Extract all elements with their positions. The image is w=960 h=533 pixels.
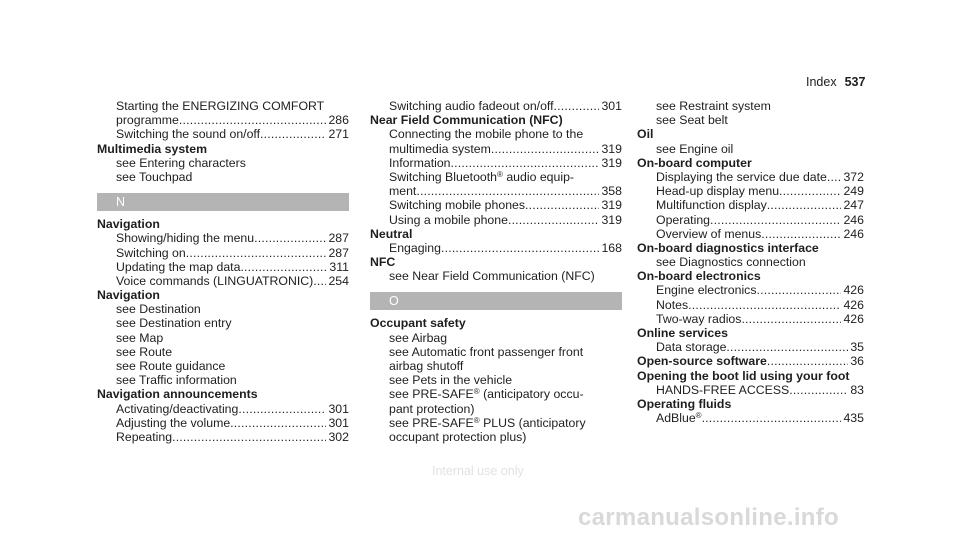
index-entry[interactable] xyxy=(637,340,864,354)
leader-dots xyxy=(702,411,842,425)
leader-dots xyxy=(756,283,841,297)
entry-text: Data storage xyxy=(656,340,727,355)
page-ref[interactable]: 246 xyxy=(843,226,864,241)
entry-text: Activating/deactivating xyxy=(116,401,239,416)
cross-reference[interactable] xyxy=(637,99,864,113)
index-heading xyxy=(97,387,349,401)
entry-text: Notes xyxy=(656,297,689,312)
cross-reference[interactable] xyxy=(370,269,622,283)
index-entry xyxy=(370,127,622,141)
leader-dots xyxy=(313,274,326,288)
leader-dots xyxy=(508,213,600,227)
page-ref[interactable]: 302 xyxy=(328,429,349,444)
page-ref[interactable]: 319 xyxy=(601,141,622,156)
cross-reference[interactable] xyxy=(97,373,349,387)
entry-text: see Diagnostics connection xyxy=(656,255,806,270)
cross-reference[interactable] xyxy=(97,359,349,373)
cross-reference[interactable] xyxy=(97,302,349,316)
entry-text: see Near Field Communication (NFC) xyxy=(389,269,595,284)
index-label: Index xyxy=(806,75,837,89)
index-entry[interactable] xyxy=(637,170,864,184)
entry-text: see Destination entry xyxy=(116,316,232,331)
entry-text: airbag shutoff xyxy=(389,359,464,373)
heading-text: Near Field Communication (NFC) xyxy=(370,113,563,128)
leader-dots xyxy=(789,383,848,397)
entry-text: see Destination xyxy=(116,302,201,317)
page-ref[interactable]: 426 xyxy=(843,297,864,312)
entry-text: Engine electronics xyxy=(656,283,757,298)
page-ref[interactable]: 249 xyxy=(843,184,864,199)
page-ref[interactable]: 168 xyxy=(601,240,622,255)
heading-text: Navigation xyxy=(97,288,160,303)
entry-text: Using a mobile phone xyxy=(389,212,508,227)
entry-text: see PRE-SAFE® (anticipatory occu- xyxy=(389,387,584,402)
leader-dots xyxy=(741,312,841,326)
leader-dots xyxy=(451,156,600,170)
entry-text: see Entering characters xyxy=(116,155,246,170)
heading-text: Navigation announcements xyxy=(97,387,258,402)
leader-dots xyxy=(254,231,326,245)
index-entry xyxy=(370,170,622,184)
cross-reference[interactable] xyxy=(370,387,622,401)
registered-mark: ® xyxy=(695,411,702,421)
entry-text: Starting the ENERGIZING COMFORT xyxy=(116,99,325,113)
entry-text: Connecting the mobile phone to the xyxy=(389,127,584,142)
heading-text: On-board diagnostics interface xyxy=(637,240,819,255)
index-entry[interactable] xyxy=(370,213,622,227)
entry-text: see Route guidance xyxy=(116,359,226,373)
index-entry[interactable] xyxy=(637,227,864,241)
index-entry[interactable] xyxy=(637,213,864,227)
cross-reference[interactable] xyxy=(637,113,864,127)
registered-mark: ® xyxy=(497,169,503,179)
page-ref[interactable]: 246 xyxy=(843,212,864,227)
page-ref[interactable]: 286 xyxy=(328,113,349,128)
index-column-2 xyxy=(370,99,622,444)
index-heading xyxy=(97,217,349,231)
index-column-1 xyxy=(97,99,349,444)
leader-dots xyxy=(779,184,841,198)
cross-reference[interactable] xyxy=(637,255,864,269)
index-entry[interactable] xyxy=(97,113,349,127)
leader-dots xyxy=(767,354,848,368)
page-ref[interactable]: 247 xyxy=(843,198,864,213)
index-heading xyxy=(370,255,622,269)
entry-text: see Automatic front passenger front xyxy=(389,344,584,359)
index-heading xyxy=(637,369,864,383)
registered-mark: ® xyxy=(473,387,480,397)
cross-reference xyxy=(370,359,622,373)
section-letter-o: O xyxy=(370,292,622,310)
entry-text: see Restraint system xyxy=(656,99,771,113)
internal-use-mark: Internal use only xyxy=(432,464,524,478)
index-entry[interactable] xyxy=(637,411,864,425)
index-entry xyxy=(97,99,349,113)
page-ref[interactable]: 319 xyxy=(601,212,622,227)
heading-text: On-board computer xyxy=(637,155,752,170)
leader-dots xyxy=(230,416,326,430)
entry-text: Switching the sound on/off xyxy=(116,127,261,142)
page-ref[interactable]: 271 xyxy=(328,127,349,142)
leader-dots xyxy=(240,260,327,274)
page-ref[interactable]: 301 xyxy=(328,415,349,430)
index-entry[interactable] xyxy=(97,260,349,274)
index-heading[interactable] xyxy=(637,354,864,368)
entry-text: ment xyxy=(389,184,417,199)
leader-dots xyxy=(767,198,842,212)
index-entry[interactable] xyxy=(97,430,349,444)
entry-text: programme xyxy=(116,113,179,128)
index-entry[interactable] xyxy=(97,246,349,260)
leader-dots xyxy=(441,241,600,255)
entry-text: AdBlue® xyxy=(656,411,702,426)
index-entry[interactable] xyxy=(637,383,864,397)
page-ref[interactable]: 301 xyxy=(328,401,349,416)
entry-text: Information xyxy=(389,155,451,170)
entry-text: Updating the map data xyxy=(116,259,241,274)
heading-text: Online services xyxy=(637,326,728,340)
registered-mark: ® xyxy=(473,415,480,425)
entry-text: multimedia system xyxy=(389,141,491,156)
index-heading xyxy=(97,288,349,302)
index-entry[interactable] xyxy=(97,416,349,430)
entry-text: Two-way radios xyxy=(656,311,742,326)
page-ref[interactable]: 36 xyxy=(850,354,864,369)
leader-dots xyxy=(827,170,842,184)
index-entry[interactable] xyxy=(370,184,622,198)
page-header xyxy=(806,75,865,89)
cross-reference xyxy=(370,430,622,444)
cross-reference xyxy=(370,402,622,416)
index-entry[interactable] xyxy=(370,142,622,156)
leader-dots xyxy=(179,113,327,127)
leader-dots xyxy=(260,127,326,141)
heading-text: Open-source software xyxy=(637,354,767,369)
index-entry[interactable] xyxy=(97,127,349,141)
heading-text: Occupant safety xyxy=(370,316,466,331)
index-heading xyxy=(370,316,622,330)
heading-text: On-board electronics xyxy=(637,269,761,284)
page-ref[interactable]: 287 xyxy=(328,231,349,246)
heading-text: NFC xyxy=(370,255,396,270)
heading-text: Neutral xyxy=(370,226,413,241)
entry-text: see Touchpad xyxy=(116,169,193,184)
entry-text: pant protection) xyxy=(389,401,475,416)
page-ref[interactable]: 319 xyxy=(601,155,622,170)
entry-text: see Engine oil xyxy=(656,141,734,156)
entry-text: see Pets in the vehicle xyxy=(389,373,513,388)
page-ref[interactable]: 83 xyxy=(850,382,864,397)
heading-text: Operating fluids xyxy=(637,396,732,411)
leader-dots xyxy=(688,298,841,312)
section-letter-n: N xyxy=(97,193,349,211)
cross-reference[interactable] xyxy=(370,331,622,345)
heading-text: Multimedia system xyxy=(97,141,208,156)
cross-reference[interactable] xyxy=(97,170,349,184)
leader-dots xyxy=(416,184,599,198)
leader-dots xyxy=(710,213,841,227)
cross-reference[interactable] xyxy=(370,373,622,387)
leader-dots xyxy=(525,198,599,212)
cross-reference[interactable] xyxy=(370,416,622,430)
watermark: carmanualsonline.info xyxy=(578,504,840,531)
entry-text: occupant protection plus) xyxy=(389,429,527,444)
entry-text: Displaying the service due date xyxy=(656,169,827,184)
entry-text: Switching on xyxy=(116,245,186,260)
heading-text: Opening the boot lid using your foot xyxy=(637,368,850,383)
page-ref[interactable]: 35 xyxy=(850,340,864,355)
page-ref[interactable]: 319 xyxy=(601,198,622,213)
entry-text: Switching audio fadeout on/off xyxy=(389,99,554,113)
leader-dots xyxy=(172,430,326,444)
index-heading xyxy=(370,113,622,127)
index-entry[interactable] xyxy=(370,198,622,212)
leader-dots xyxy=(726,340,848,354)
entry-text: see Seat belt xyxy=(656,113,728,128)
entry-text: see PRE-SAFE® PLUS (anticipatory xyxy=(389,415,586,430)
index-entry[interactable] xyxy=(637,283,864,297)
entry-text: Repeating xyxy=(116,429,173,444)
entry-text: Overview of menus xyxy=(656,226,762,241)
index-entry[interactable] xyxy=(97,402,349,416)
entry-text: see Route xyxy=(116,344,173,359)
page-ref[interactable]: 311 xyxy=(329,259,349,274)
entry-text: Showing/hiding the menu xyxy=(116,231,255,246)
index-heading xyxy=(637,241,864,255)
index-entry[interactable] xyxy=(370,99,622,113)
entry-text: Voice commands (LINGUATRONIC) xyxy=(116,273,314,288)
entry-text: see Map xyxy=(116,330,164,345)
page-ref[interactable]: 358 xyxy=(601,184,622,199)
entry-text: Switching mobile phones xyxy=(389,198,526,213)
heading-text: Navigation xyxy=(97,217,160,232)
entry-text: see Airbag xyxy=(389,330,448,345)
page-ref[interactable]: 254 xyxy=(328,273,349,288)
index-entry[interactable] xyxy=(97,274,349,288)
index-heading xyxy=(637,397,864,411)
leader-dots xyxy=(491,142,600,156)
entry-text: see Traffic information xyxy=(116,373,237,388)
index-heading xyxy=(637,156,864,170)
cross-reference[interactable] xyxy=(97,331,349,345)
leader-dots xyxy=(554,99,600,113)
cross-reference[interactable] xyxy=(97,156,349,170)
index-entry[interactable] xyxy=(637,198,864,212)
index-entry[interactable] xyxy=(637,184,864,198)
cross-reference[interactable] xyxy=(370,345,622,359)
index-heading xyxy=(370,227,622,241)
entry-text: Switching Bluetooth® audio equip- xyxy=(389,169,575,184)
leader-dots xyxy=(186,246,327,260)
page-ref[interactable]: 435 xyxy=(843,411,864,426)
index-entry[interactable] xyxy=(370,241,622,255)
leader-dots xyxy=(761,227,841,241)
page-ref[interactable]: 426 xyxy=(843,283,864,298)
entry-text: Multifunction display xyxy=(656,198,767,213)
leader-dots xyxy=(238,402,326,416)
page-ref[interactable]: 426 xyxy=(843,311,864,326)
heading-text: Oil xyxy=(637,127,654,142)
entry-text: Engaging xyxy=(389,240,441,255)
entry-text: Adjusting the volume xyxy=(116,415,231,430)
index-entry[interactable] xyxy=(97,231,349,245)
cross-reference[interactable] xyxy=(637,142,864,156)
entry-text: Head-up display menu xyxy=(656,184,780,199)
page-ref[interactable]: 372 xyxy=(843,169,864,184)
index-column-3 xyxy=(637,99,864,425)
cross-reference[interactable] xyxy=(97,345,349,359)
page-number: 537 xyxy=(844,75,866,89)
index-heading xyxy=(637,326,864,340)
index-heading xyxy=(637,127,864,141)
index-entry[interactable] xyxy=(370,156,622,170)
page-ref[interactable]: 287 xyxy=(328,245,349,260)
cross-reference[interactable] xyxy=(97,316,349,330)
entry-text: HANDS-FREE ACCESS xyxy=(656,382,790,397)
index-heading xyxy=(97,142,349,156)
entry-text: Operating xyxy=(656,212,711,227)
index-entry[interactable] xyxy=(637,298,864,312)
index-entry[interactable] xyxy=(637,312,864,326)
index-heading xyxy=(637,269,864,283)
page-ref[interactable]: 301 xyxy=(601,99,622,113)
